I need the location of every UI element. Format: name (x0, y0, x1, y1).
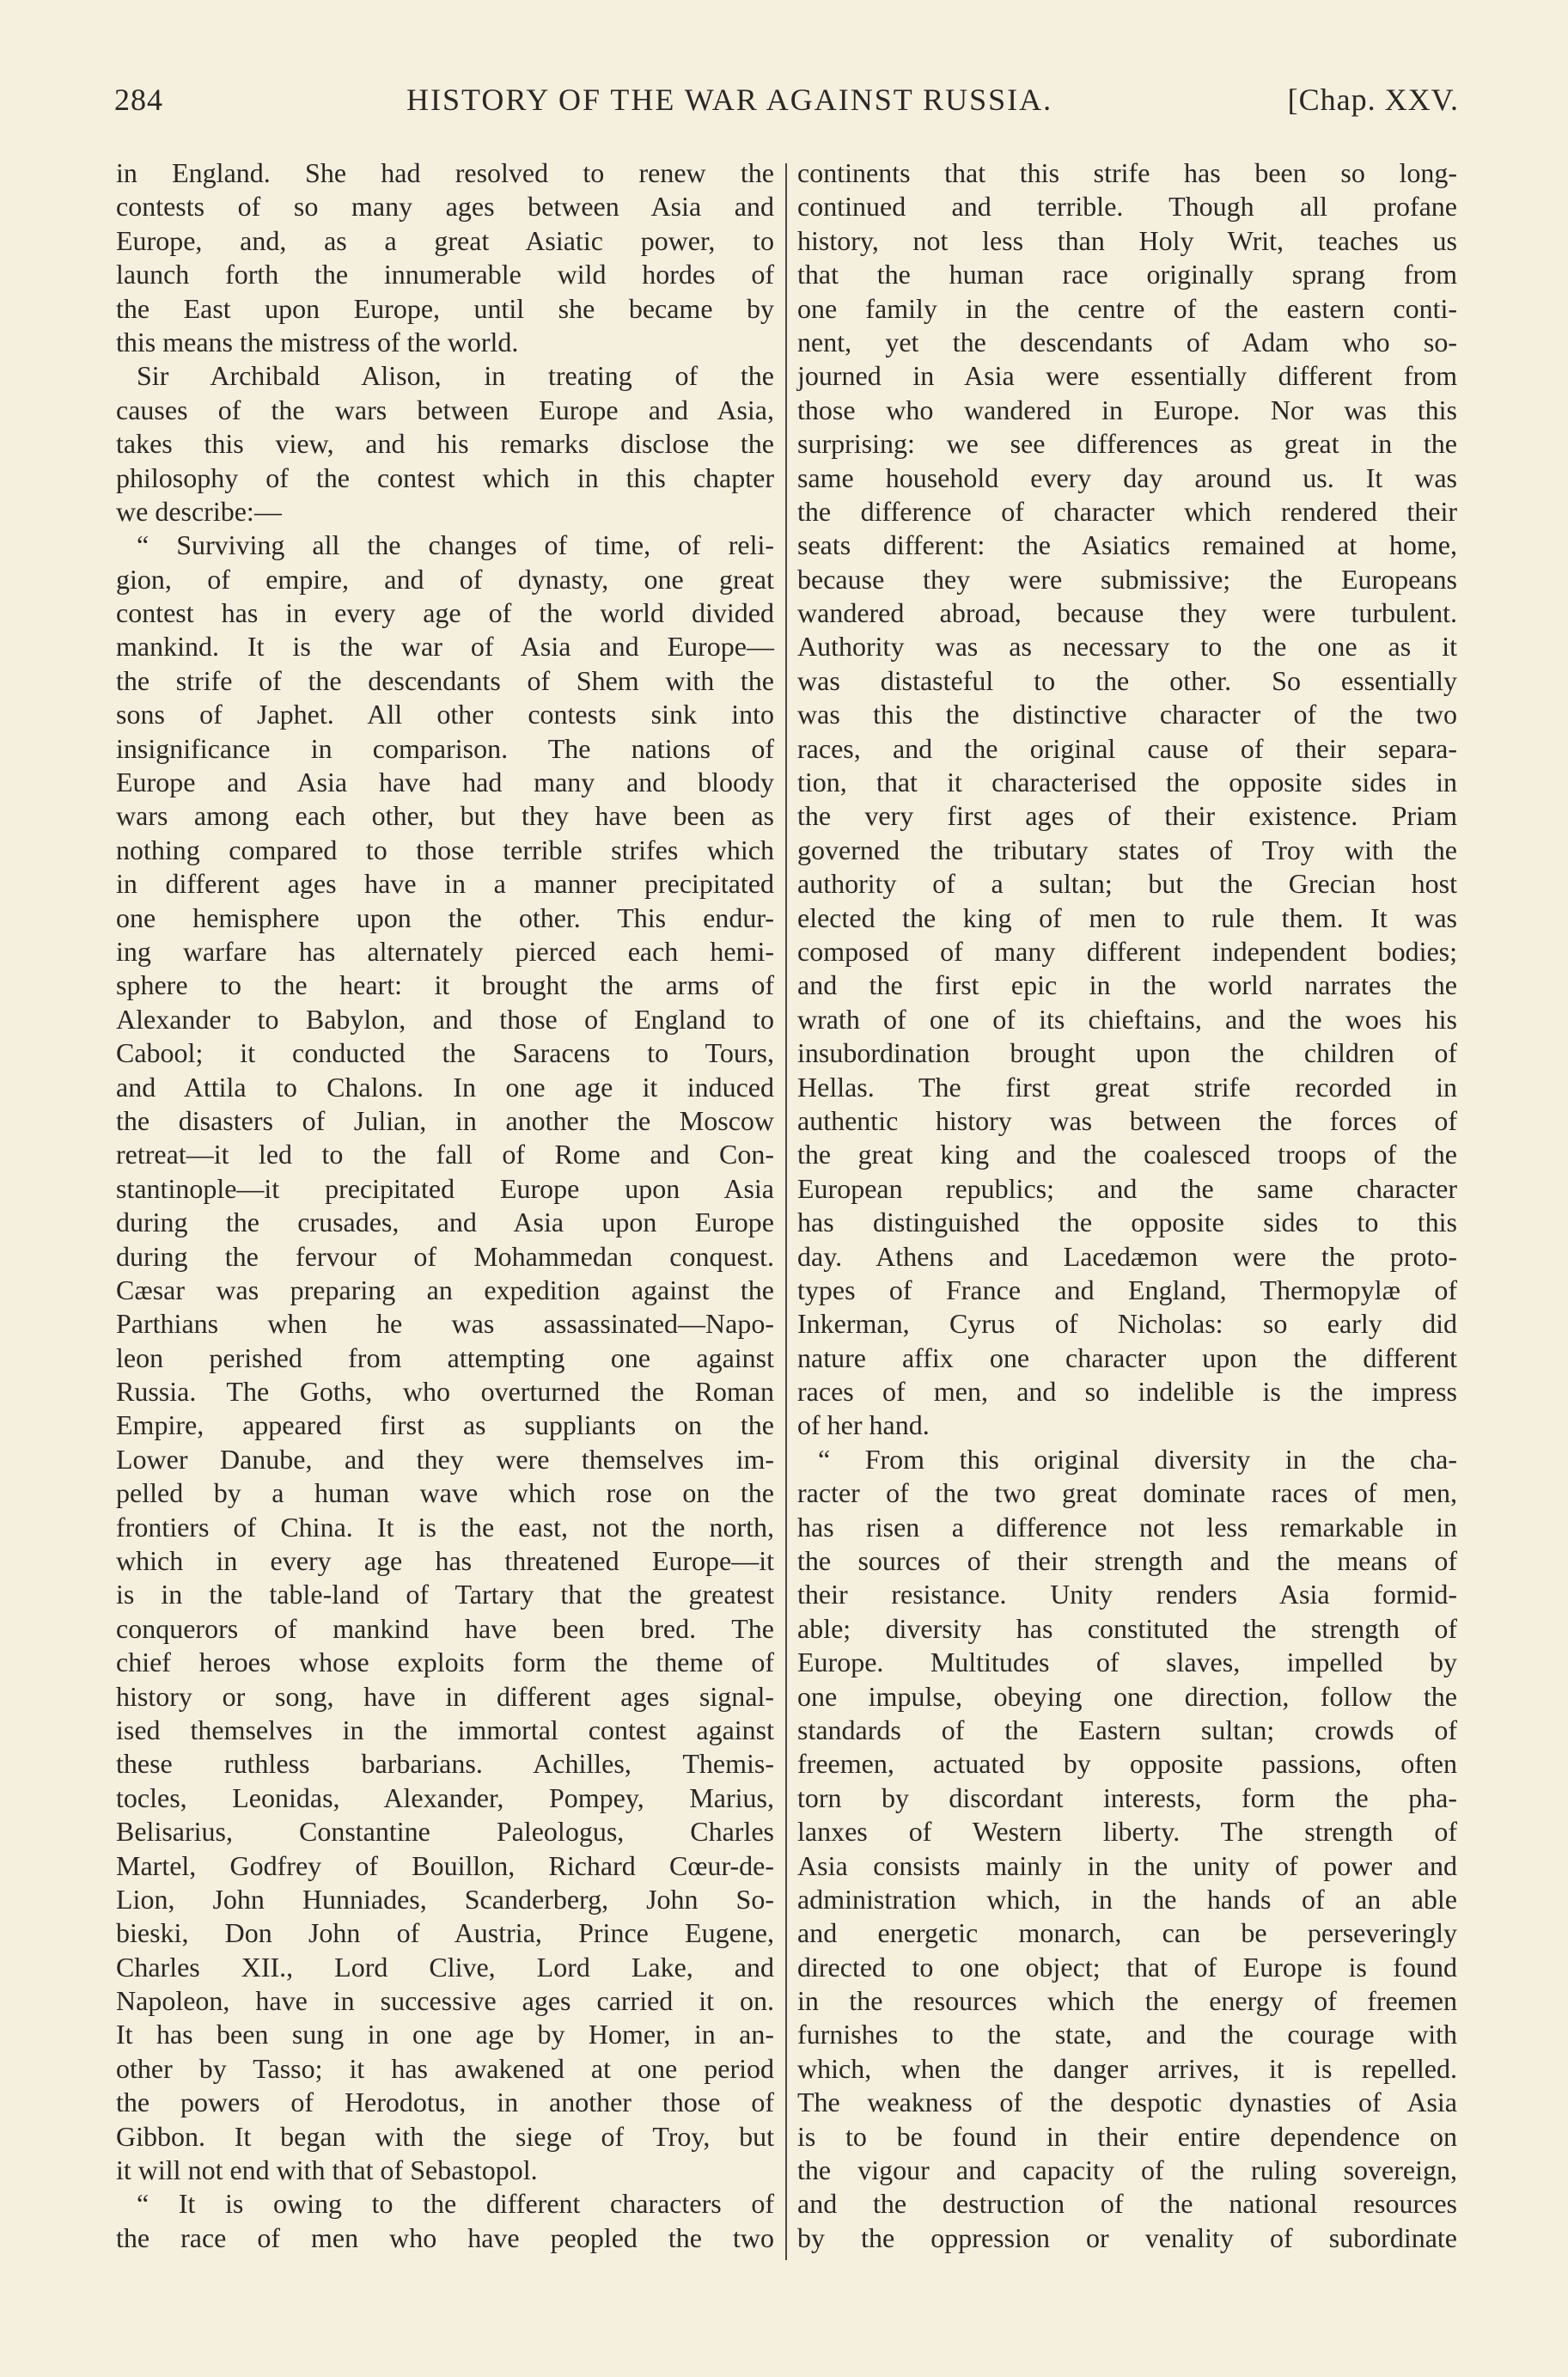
text-line: Lion, John Hunniades, Scanderberg, John So- (116, 1883, 774, 1915)
text-line: insignificance in comparison. The nations of (116, 732, 774, 764)
text-line: standards of the Eastern sultan; crowds of (797, 1714, 1457, 1745)
text-line: wars among each other, but they have been as (116, 800, 774, 832)
text-line: directed to one object; that of Europe is found (797, 1951, 1457, 1983)
text-line: freemen, actuated by opposite passions, often (797, 1748, 1457, 1780)
text-line: Empire, appeared first as suppliants on the (116, 1409, 774, 1441)
text-line: nature affix one character upon the different (797, 1341, 1457, 1373)
text-line: and the first epic in the world narrates the (797, 969, 1457, 1001)
text-line: Cæsar was preparing an expedition against the (116, 1274, 774, 1305)
text-line: “ Surviving all the changes of time, of reli- (137, 529, 774, 561)
text-line: history, not less than Holy Writ, teaches us (797, 224, 1457, 256)
text-line: Belisarius, Constantine Paleologus, Charles (116, 1816, 774, 1848)
text-line: the difference of character which rendered their (797, 495, 1457, 527)
text-line: in different ages have in a manner precipitated (116, 868, 774, 900)
text-line: in the resources which the energy of freemen (797, 1985, 1457, 2017)
text-line: takes this view, and his remarks disclose the (116, 428, 774, 460)
right-column (797, 156, 1457, 2255)
text-line: these ruthless barbarians. Achilles, Themis- (116, 1748, 774, 1780)
paragraph (116, 156, 774, 359)
text-line: by the oppression or venality of subordinate (797, 2221, 1457, 2253)
text-line: was this the distinctive character of the two (797, 699, 1457, 730)
text-line: conquerors of mankind have been bred. The (116, 1612, 774, 1644)
text-line: types of France and England, Thermopylæ of (797, 1274, 1457, 1305)
text-line: governed the tributary states of Troy with the (797, 834, 1457, 865)
text-line: launch forth the innumerable wild hordes of (116, 259, 774, 290)
text-line: racter of the two great dominate races of men, (797, 1477, 1457, 1509)
text-line: elected the king of men to rule them. It was (797, 901, 1457, 933)
text-line: Asia consists mainly in the unity of power and (797, 1849, 1457, 1881)
text-line: and Attila to Chalons. In one age it induced (116, 1071, 774, 1103)
paragraph (116, 359, 774, 529)
text-line: contest has in every age of the world divided (116, 597, 774, 629)
text-line: Sir Archibald Alison, in treating of the (137, 360, 774, 392)
text-line: administration which, in the hands of an able (797, 1883, 1457, 1915)
text-line: it will not end with that of Sebastopol. (116, 2154, 538, 2186)
text-line: and energetic monarch, can be perseveringly (797, 1917, 1457, 1949)
text-line: “ From this original diversity in the cha- (818, 1443, 1457, 1475)
text-line: we describe:— (116, 495, 282, 527)
text-line: one hemisphere upon the other. This endur- (116, 901, 774, 933)
text-line: Inkerman, Cyrus of Nicholas: so early did (797, 1308, 1457, 1340)
paragraph (116, 529, 774, 2187)
text-line: during the fervour of Mohammedan conquest. (116, 1240, 774, 1272)
text-line: races of men, and so indelible is the impress (797, 1376, 1457, 1408)
text-line: insubordination brought upon the children of (797, 1037, 1457, 1069)
text-line: wrath of one of its chieftains, and the woes his (797, 1003, 1457, 1035)
text-line: authority of a sultan; but the Grecian host (797, 868, 1457, 900)
text-line: Parthians when he was assassinated—Napo- (116, 1308, 774, 1340)
text-line: the strife of the descendants of Shem with the (116, 664, 774, 696)
text-line: Gibbon. It began with the siege of Troy, but (116, 2120, 774, 2152)
text-line: sons of Japhet. All other contests sink into (116, 699, 774, 730)
text-line: torn by discordant interests, form the pha- (797, 1781, 1457, 1813)
running-title: HISTORY OF THE WAR AGAINST RUSSIA. (406, 82, 1053, 117)
text-line: chief heroes whose exploits form the theme of (116, 1647, 774, 1678)
column-divider (785, 163, 787, 2260)
text-line: one impulse, obeying one direction, follow the (797, 1680, 1457, 1712)
text-line: bieski, Don John of Austria, Prince Eugene, (116, 1917, 774, 1949)
text-line: this means the mistress of the world. (116, 326, 519, 357)
text-line: It has been sung in one age by Homer, in an- (116, 2019, 774, 2050)
text-line: Authority was as necessary to the one as it (797, 631, 1457, 663)
paragraph (116, 2187, 774, 2255)
text-line: in England. She had resolved to renew the (116, 157, 774, 188)
text-line: tocles, Leonidas, Alexander, Pompey, Marius, (116, 1781, 774, 1813)
text-line: authentic history was between the forces of (797, 1104, 1457, 1136)
text-line: other by Tasso; it has awakened at one period (116, 2052, 774, 2084)
text-line: because they were submissive; the Europeans (797, 563, 1457, 595)
text-line: was distasteful to the other. So essentially (797, 664, 1457, 696)
text-line: nothing compared to those terrible strifes which (116, 834, 774, 865)
text-line: composed of many different independent bodies; (797, 935, 1457, 967)
text-line: ised themselves in the immortal contest against (116, 1714, 774, 1745)
text-line: is to be found in their entire dependence on (797, 2120, 1457, 2152)
text-line: “ It is owing to the different characters of (137, 2188, 774, 2220)
text-line: The weakness of the despotic dynasties of Asia (797, 2087, 1457, 2118)
text-line: the great king and the coalesced troops of the (797, 1139, 1457, 1170)
text-line: is in the table-land of Tartary that the greatest (116, 1579, 774, 1610)
text-line: history or song, have in different ages signal- (116, 1680, 774, 1712)
text-line: one family in the centre of the eastern conti- (797, 292, 1457, 324)
text-line: Russia. The Goths, who overturned the Roman (116, 1376, 774, 1408)
text-line: and the destruction of the national resources (797, 2188, 1457, 2220)
text-line: the sources of their strength and the means of (797, 1545, 1457, 1577)
text-line: which in every age has threatened Europe—it (116, 1545, 774, 1577)
paragraph (797, 1443, 1457, 2255)
text-line: Alexander to Babylon, and those of England to (116, 1003, 774, 1035)
text-line: ing warfare has alternately pierced each hemi- (116, 935, 774, 967)
text-line: which, when the danger arrives, it is repelled. (797, 2052, 1457, 2084)
text-line: philosophy of the contest which in this chapter (116, 461, 774, 493)
running-header (114, 82, 1459, 125)
text-line: their resistance. Unity renders Asia formid- (797, 1579, 1457, 1610)
text-line: continents that this strife has been so long- (797, 157, 1457, 188)
text-line: the powers of Herodotus, in another those of (116, 2087, 774, 2118)
text-line: European republics; and the same character (797, 1172, 1457, 1204)
text-line: lanxes of Western liberty. The strength of (797, 1816, 1457, 1848)
text-line: has distinguished the opposite sides to this (797, 1207, 1457, 1238)
text-line: Napoleon, have in successive ages carried it on. (116, 1985, 774, 2017)
text-line: furnishes to the state, and the courage with (797, 2019, 1457, 2050)
text-line: the East upon Europe, until she became by (116, 292, 774, 324)
text-line: surprising: we see differences as great in the (797, 428, 1457, 460)
text-line: Europe, and, as a great Asiatic power, to (116, 224, 774, 256)
chapter-label: [Chap. XXV. (1287, 82, 1459, 117)
text-line: contests of so many ages between Asia and (116, 191, 774, 223)
text-line: retreat—it led to the fall of Rome and Con- (116, 1139, 774, 1170)
text-line: the vigour and capacity of the ruling sovereign, (797, 2154, 1457, 2186)
text-line: continued and terrible. Though all profane (797, 191, 1457, 223)
text-line: journed in Asia were essentially different from (797, 360, 1457, 392)
text-line: Europe and Asia have had many and bloody (116, 767, 774, 798)
text-line: Charles XII., Lord Clive, Lord Lake, and (116, 1951, 774, 1983)
text-line: leon perished from attempting one against (116, 1341, 774, 1373)
text-line: during the crusades, and Asia upon Europe (116, 1207, 774, 1238)
text-line: wandered abroad, because they were turbulent. (797, 597, 1457, 629)
text-line: able; diversity has constituted the strength of (797, 1612, 1457, 1644)
text-line: causes of the wars between Europe and Asia, (116, 394, 774, 425)
text-line: same household every day around us. It was (797, 461, 1457, 493)
text-line: has risen a difference not less remarkable in (797, 1511, 1457, 1543)
text-line: the very first ages of their existence. Priam (797, 800, 1457, 832)
left-column (116, 156, 774, 2255)
text-line: that the human race originally sprang from (797, 259, 1457, 290)
text-line: tion, that it characterised the opposite sides in (797, 767, 1457, 798)
text-line: Cabool; it conducted the Saracens to Tours, (116, 1037, 774, 1069)
text-line: pelled by a human wave which rose on the (116, 1477, 774, 1509)
text-line: mankind. It is the war of Asia and Europe— (116, 631, 774, 663)
text-line: of her hand. (797, 1409, 930, 1441)
text-line: Lower Danube, and they were themselves im- (116, 1443, 774, 1475)
text-line: day. Athens and Lacedæmon were the proto- (797, 1240, 1457, 1272)
text-line: races, and the original cause of their separa- (797, 732, 1457, 764)
text-line: sphere to the heart: it brought the arms of (116, 969, 774, 1001)
text-line: Europe. Multitudes of slaves, impelled by (797, 1647, 1457, 1678)
text-line: Martel, Godfrey of Bouillon, Richard Cœur-de- (116, 1849, 774, 1881)
text-line: the race of men who have peopled the two (116, 2221, 774, 2253)
text-line: Hellas. The first great strife recorded in (797, 1071, 1457, 1103)
text-line: those who wandered in Europe. Nor was this (797, 394, 1457, 425)
text-line: gion, of empire, and of dynasty, one great (116, 563, 774, 595)
text-line: the disasters of Julian, in another the Moscow (116, 1104, 774, 1136)
text-line: stantinople—it precipitated Europe upon Asia (116, 1172, 774, 1204)
text-line: nent, yet the descendants of Adam who so- (797, 326, 1457, 357)
text-line: frontiers of China. It is the east, not the north, (116, 1511, 774, 1543)
page-number: 284 (114, 82, 163, 117)
text-line: seats different: the Asiatics remained at home, (797, 529, 1457, 561)
paragraph (797, 156, 1457, 1443)
